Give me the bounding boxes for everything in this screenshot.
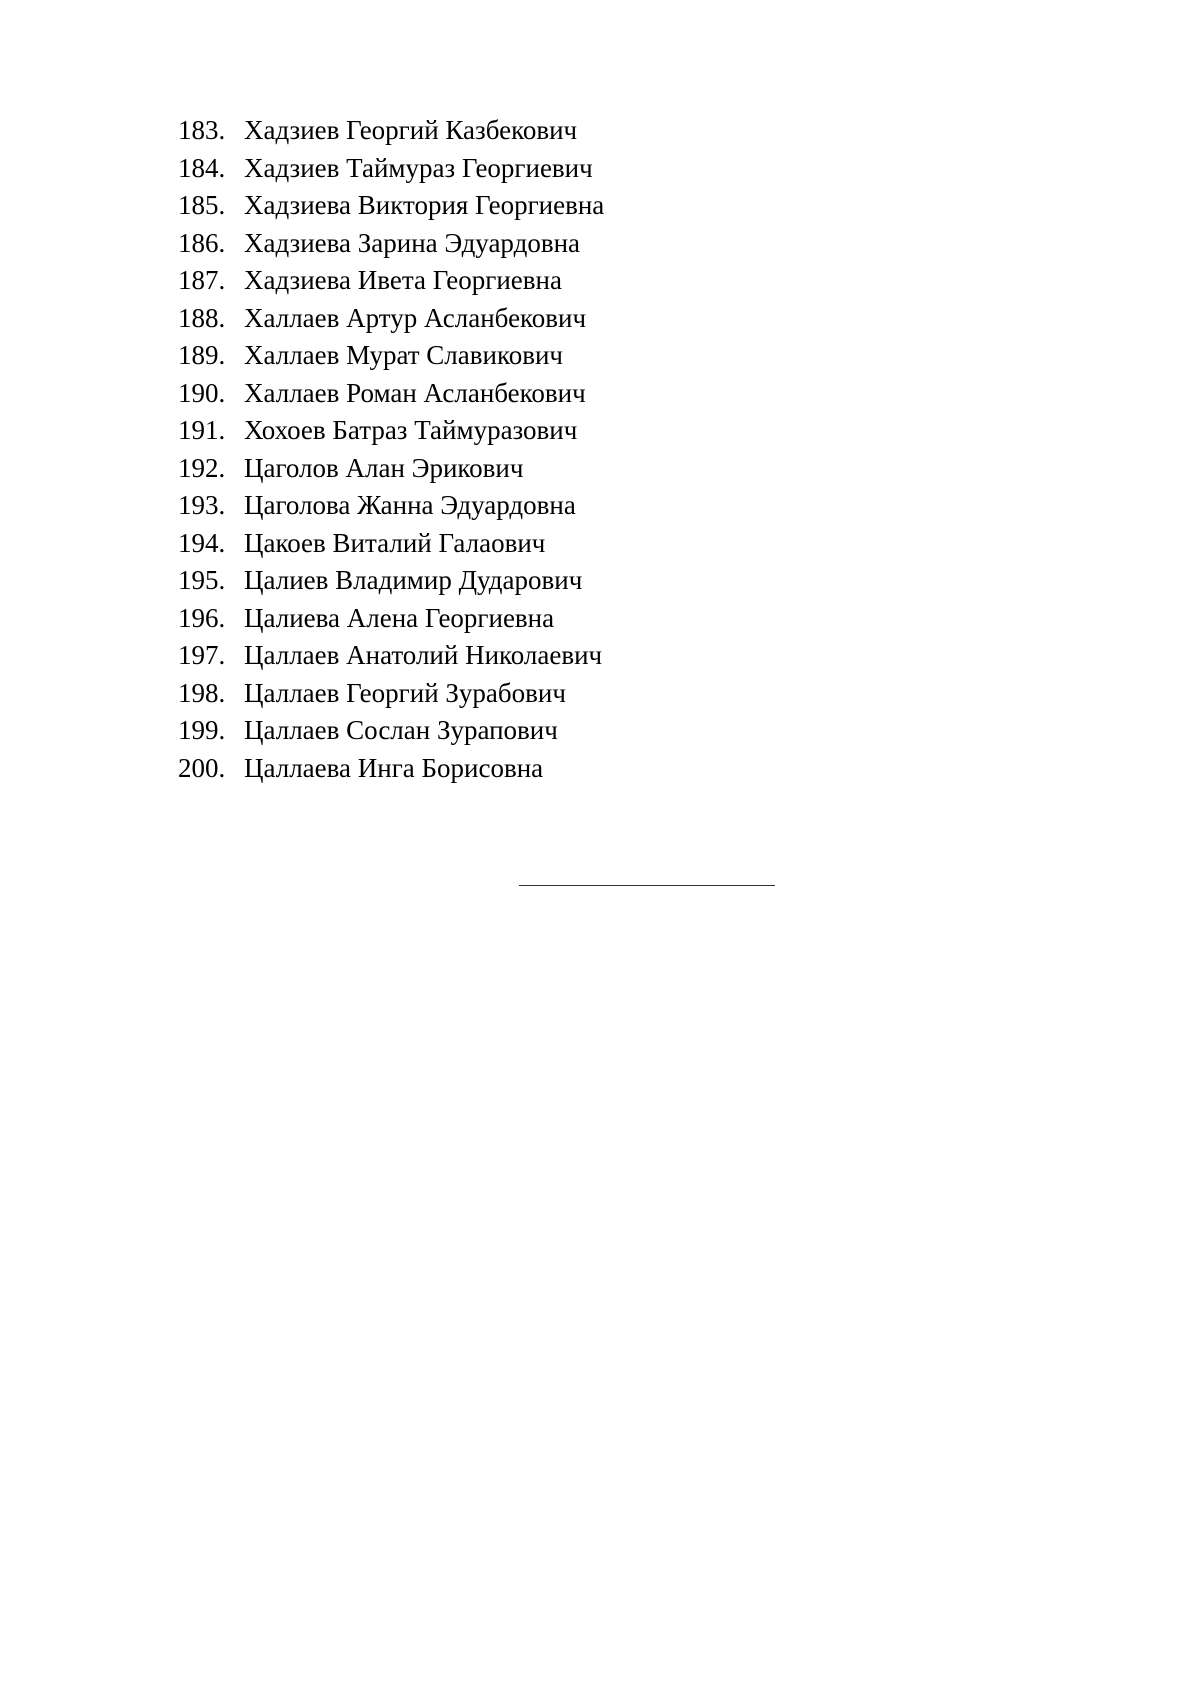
list-item [178, 562, 604, 600]
item-number: 186. [178, 227, 226, 258]
item-number: 197. [178, 640, 226, 670]
list-item [178, 450, 604, 488]
item-name: Цаллаев Сослан Зурапович [244, 715, 558, 745]
item-name: Хохоев Батраз Таймуразович [244, 415, 578, 445]
list-item [178, 262, 604, 300]
item-number: 187. [178, 265, 226, 295]
list-item [178, 375, 604, 413]
list-item [178, 412, 604, 450]
item-name: Халлаев Роман Асланбекович [244, 377, 586, 408]
item-name: Хадзиева Виктория Георгиевна [244, 190, 605, 220]
list-item [178, 637, 604, 675]
list-item [178, 675, 604, 713]
list-item [178, 337, 604, 375]
list-item [178, 712, 604, 750]
item-name: Цакоев Виталий Галаович [244, 527, 546, 558]
name-list [178, 112, 604, 787]
item-number: 189. [178, 340, 226, 370]
item-name: Хадзиев Таймураз Георгиевич [244, 152, 593, 183]
item-number: 194. [178, 527, 226, 558]
item-name: Хадзиев Георгий Казбекович [244, 115, 578, 145]
item-name: Цаголова Жанна Эдуардовна [244, 490, 576, 520]
item-number: 184. [178, 152, 226, 183]
item-number: 198. [178, 677, 226, 708]
list-item [178, 525, 604, 563]
item-number: 199. [178, 715, 226, 745]
list-item [178, 600, 604, 638]
item-number: 191. [178, 415, 226, 445]
item-name: Цаллаев Анатолий Николаевич [244, 640, 603, 670]
item-number: 183. [178, 115, 226, 145]
list-item [178, 150, 604, 188]
item-name: Халлаев Мурат Славикович [244, 340, 563, 370]
item-number: 192. [178, 452, 226, 483]
list-item [178, 750, 604, 788]
list-item [178, 300, 604, 338]
item-name: Цаллаев Георгий Зурабович [244, 677, 566, 708]
item-number: 193. [178, 490, 226, 520]
item-number: 190. [178, 377, 226, 408]
item-name: Цалиева Алена Георгиевна [244, 602, 555, 633]
end-separator-line [519, 885, 775, 886]
list-item [178, 225, 604, 263]
item-name: Хадзиева Ивета Георгиевна [244, 265, 562, 295]
item-name: Халлаев Артур Асланбекович [244, 302, 587, 333]
item-name: Хадзиева Зарина Эдуардовна [244, 227, 580, 258]
item-number: 196. [178, 602, 226, 633]
list-item [178, 487, 604, 525]
list-item [178, 187, 604, 225]
item-name: Цаголов Алан Эрикович [244, 452, 524, 483]
item-name: Цаллаева Инга Борисовна [244, 752, 544, 783]
item-number: 195. [178, 565, 226, 595]
item-number: 185. [178, 190, 226, 220]
item-number: 188. [178, 302, 226, 333]
item-number: 200. [178, 752, 226, 783]
list-item [178, 112, 604, 150]
item-name: Цалиев Владимир Дударович [244, 565, 583, 595]
